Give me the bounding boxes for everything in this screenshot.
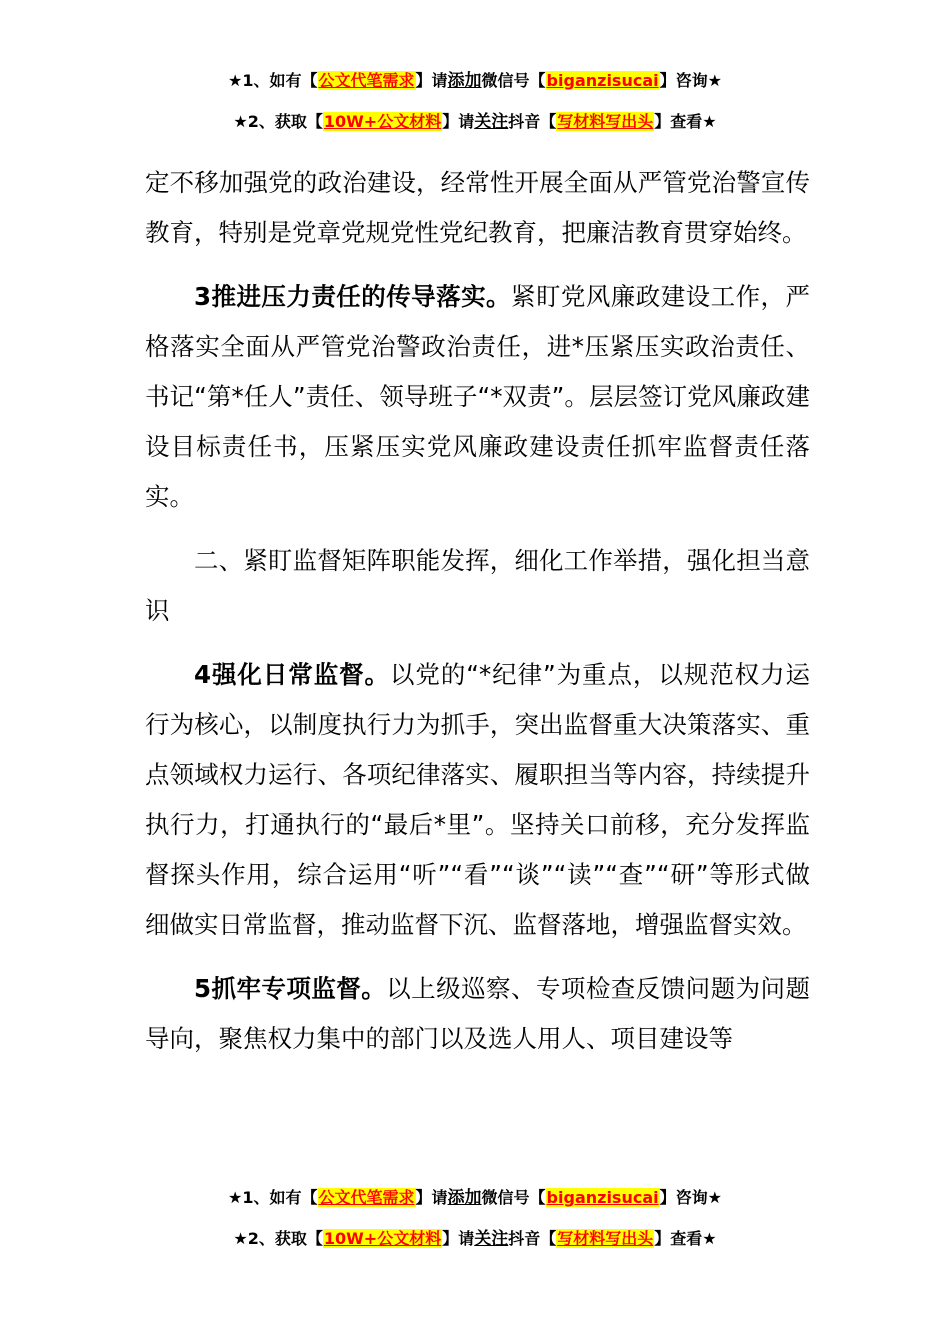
promo-highlight: 10W+公文材料	[323, 112, 442, 131]
promo-text: 】请	[415, 1188, 448, 1207]
paragraph-5	[145, 964, 810, 1064]
paragraph-text: 以党的“*纪律”为重点，以规范权力运行为核心，以制度执行力为抓手，突出监督重大决策落实、重点领域权力运行、各项纪律落实、履职担当等内容，持续提升执行力，打通执行的“最后*里”。坚持关口前移，充分发挥监督探头作用，综合运用“听”“看”“谈”“读”“查”“研”等形式做细做实日常监督，推动监督下沉、监督落地，增强监督实效。	[145, 660, 810, 939]
header-promo-line-2	[0, 111, 950, 133]
promo-text: 】查看★	[654, 1229, 717, 1248]
paragraph-heading: 3推进压力责任的传导落实。	[194, 282, 511, 311]
promo-text: 】查看★	[654, 112, 717, 131]
paragraph-heading: 5抓牢专项监督。	[194, 974, 387, 1003]
promo-emphasis: 添加	[447, 71, 482, 91]
douyin-highlight: 写材料写出头	[557, 1229, 654, 1248]
paragraph-1: 定不移加强党的政治建设，经常性开展全面从严管党治警宣传教育，特别是党章党规党性党纪教育，把廉洁教育贯穿始终。	[145, 168, 810, 247]
footer-promo-line-1	[0, 1187, 950, 1209]
document-body	[145, 158, 810, 1064]
promo-emphasis: 关注	[474, 1229, 509, 1249]
promo-text: ★1、如有【	[228, 1188, 318, 1207]
promo-text: 抖音【	[508, 112, 557, 131]
douyin-highlight: 写材料写出头	[557, 112, 654, 131]
promo-text: 】请	[415, 71, 448, 90]
wechat-id-highlight: biganzisucai	[546, 1188, 659, 1207]
paragraph-text: 紧盯党风廉政建设工作，严格落实全面从严管党治警政治责任，进*压紧压实政治责任、书记“第*任人”责任、领导班子“*双责”。层层签订党风廉政建设目标责任书，压紧压实党风廉政建设责任抓牢监督责任落实。	[145, 282, 811, 511]
promo-text: 】请	[442, 1229, 475, 1248]
promo-text: 微信号【	[481, 71, 546, 90]
promo-highlight: 公文代笔需求	[318, 71, 415, 90]
promo-text: ★2、获取【	[233, 112, 323, 131]
promo-text: 抖音【	[508, 1229, 557, 1248]
promo-emphasis: 关注	[474, 112, 509, 132]
paragraph-2	[145, 272, 810, 522]
paragraph-4	[145, 650, 810, 950]
promo-text: ★2、获取【	[233, 1229, 323, 1248]
promo-text: 】请	[442, 112, 475, 131]
header-promo-line-1	[0, 70, 950, 92]
promo-text: ★1、如有【	[228, 71, 318, 90]
wechat-id-highlight: biganzisucai	[546, 71, 659, 90]
footer-promo-line-2	[0, 1228, 950, 1250]
paragraph-text: 以上级巡察、专项检查反馈问题为问题导向，聚焦权力集中的部门以及选人用人、项目建设等	[145, 974, 811, 1053]
promo-emphasis: 添加	[447, 1188, 482, 1208]
promo-text: 】咨询★	[659, 71, 722, 90]
promo-highlight: 10W+公文材料	[323, 1229, 442, 1248]
promo-text: 微信号【	[481, 1188, 546, 1207]
promo-text: 】咨询★	[659, 1188, 722, 1207]
promo-highlight: 公文代笔需求	[318, 1188, 415, 1207]
paragraph-heading: 4强化日常监督。	[194, 660, 390, 689]
section-heading: 二、紧盯监督矩阵职能发挥，细化工作举措，强化担当意识	[145, 546, 810, 625]
